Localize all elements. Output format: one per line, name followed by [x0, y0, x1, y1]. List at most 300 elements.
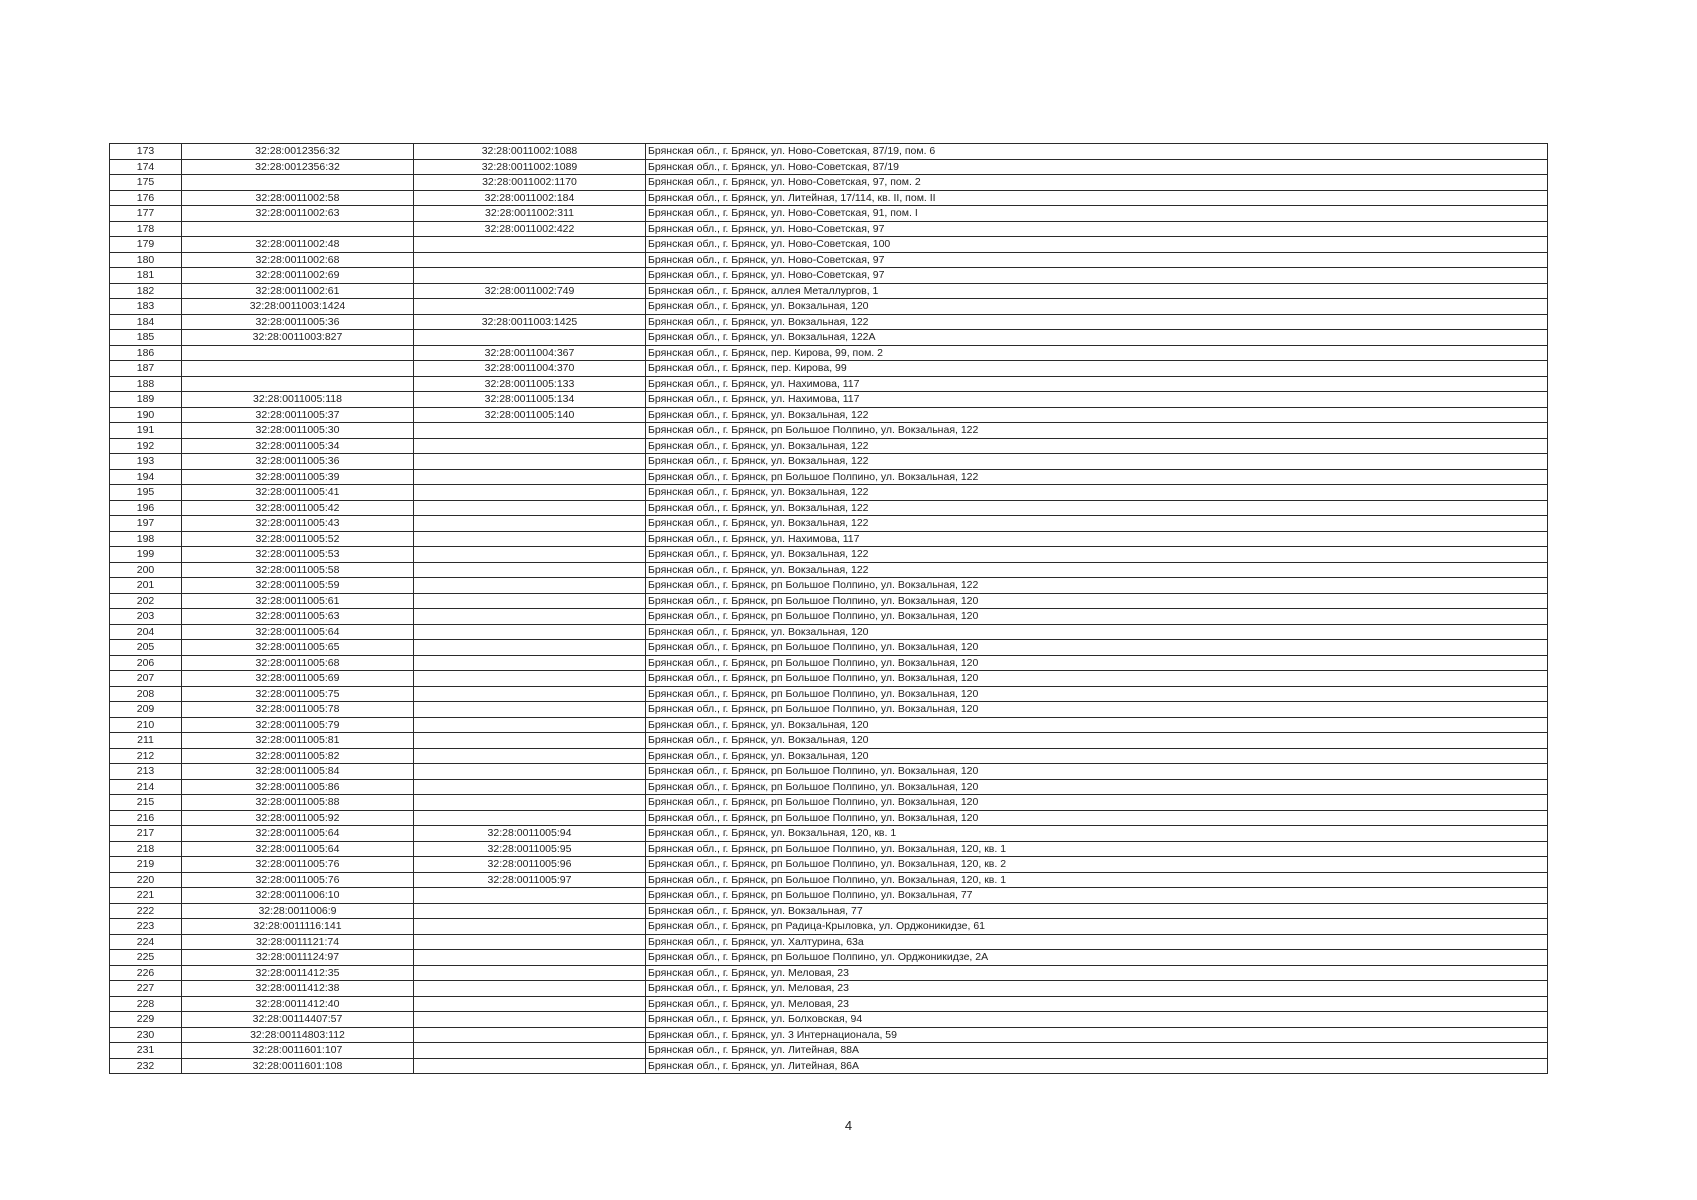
- address-cell: Брянская обл., г. Брянск, ул. Вокзальная, 122: [646, 485, 1548, 501]
- row-number-cell: 180: [110, 252, 182, 268]
- address-cell: Брянская обл., г. Брянск, рп Большое Полпино, ул. Орджоникидзе, 2А: [646, 950, 1548, 966]
- row-number-cell: 219: [110, 857, 182, 873]
- row-number-cell: 190: [110, 407, 182, 423]
- land-cadastral-number-cell: 32:28:0011005:82: [182, 748, 414, 764]
- building-cadastral-number-cell: [414, 888, 646, 904]
- row-number-cell: 225: [110, 950, 182, 966]
- table-row: [110, 981, 1548, 997]
- building-cadastral-number-cell: 32:28:0011002:1170: [414, 175, 646, 191]
- address-cell: Брянская обл., г. Брянск, ул. Нахимова, 117: [646, 392, 1548, 408]
- registry-table: [109, 143, 1548, 1074]
- row-number-cell: 179: [110, 237, 182, 253]
- building-cadastral-number-cell: [414, 299, 646, 315]
- land-cadastral-number-cell: [182, 376, 414, 392]
- table-row: [110, 996, 1548, 1012]
- land-cadastral-number-cell: 32:28:0011005:78: [182, 702, 414, 718]
- land-cadastral-number-cell: [182, 175, 414, 191]
- address-cell: Брянская обл., г. Брянск, ул. Вокзальная, 120: [646, 624, 1548, 640]
- row-number-cell: 231: [110, 1043, 182, 1059]
- building-cadastral-number-cell: 32:28:0011005:94: [414, 826, 646, 842]
- building-cadastral-number-cell: [414, 237, 646, 253]
- table-row: [110, 764, 1548, 780]
- row-number-cell: 183: [110, 299, 182, 315]
- address-cell: Брянская обл., г. Брянск, ул. Литейная, 17/114, кв. II, пом. II: [646, 190, 1548, 206]
- address-cell: Брянская обл., г. Брянск, ул. Ново-Советская, 97: [646, 268, 1548, 284]
- building-cadastral-number-cell: 32:28:0011004:370: [414, 361, 646, 377]
- address-cell: Брянская обл., г. Брянск, ул. Литейная, 88А: [646, 1043, 1548, 1059]
- row-number-cell: 187: [110, 361, 182, 377]
- row-number-cell: 208: [110, 686, 182, 702]
- building-cadastral-number-cell: [414, 547, 646, 563]
- land-cadastral-number-cell: 32:28:0011005:64: [182, 841, 414, 857]
- building-cadastral-number-cell: 32:28:0011002:1089: [414, 159, 646, 175]
- address-cell: Брянская обл., г. Брянск, рп Большое Полпино, ул. Вокзальная, 120, кв. 2: [646, 857, 1548, 873]
- land-cadastral-number-cell: 32:28:0011002:48: [182, 237, 414, 253]
- address-cell: Брянская обл., г. Брянск, ул. Ново-Советская, 87/19, пом. 6: [646, 144, 1548, 160]
- land-cadastral-number-cell: 32:28:0011005:43: [182, 516, 414, 532]
- table-row: [110, 888, 1548, 904]
- table-row: [110, 392, 1548, 408]
- land-cadastral-number-cell: 32:28:0011005:76: [182, 872, 414, 888]
- address-cell: Брянская обл., г. Брянск, ул. Ново-Советская, 87/19: [646, 159, 1548, 175]
- address-cell: Брянская обл., г. Брянск, ул. Вокзальная, 122: [646, 438, 1548, 454]
- address-cell: Брянская обл., г. Брянск, рп Большое Полпино, ул. Вокзальная, 122: [646, 423, 1548, 439]
- land-cadastral-number-cell: 32:28:0011116:141: [182, 919, 414, 935]
- table-row: [110, 640, 1548, 656]
- building-cadastral-number-cell: [414, 485, 646, 501]
- address-cell: Брянская обл., г. Брянск, ул. Вокзальная, 122: [646, 547, 1548, 563]
- address-cell: Брянская обл., г. Брянск, ул. Вокзальная, 120, кв. 1: [646, 826, 1548, 842]
- row-number-cell: 173: [110, 144, 182, 160]
- row-number-cell: 196: [110, 500, 182, 516]
- land-cadastral-number-cell: 32:28:0011005:41: [182, 485, 414, 501]
- building-cadastral-number-cell: [414, 609, 646, 625]
- address-cell: Брянская обл., г. Брянск, ул. Меловая, 23: [646, 965, 1548, 981]
- building-cadastral-number-cell: [414, 1012, 646, 1028]
- address-cell: Брянская обл., г. Брянск, рп Большое Полпино, ул. Вокзальная, 120, кв. 1: [646, 841, 1548, 857]
- land-cadastral-number-cell: 32:28:0011005:69: [182, 671, 414, 687]
- table-row: [110, 717, 1548, 733]
- building-cadastral-number-cell: [414, 733, 646, 749]
- address-cell: Брянская обл., г. Брянск, ул. Болховская, 94: [646, 1012, 1548, 1028]
- land-cadastral-number-cell: 32:28:0011005:63: [182, 609, 414, 625]
- table-row: [110, 624, 1548, 640]
- land-cadastral-number-cell: 32:28:0011412:38: [182, 981, 414, 997]
- table-row: [110, 934, 1548, 950]
- land-cadastral-number-cell: 32:28:0011005:79: [182, 717, 414, 733]
- table-row: [110, 516, 1548, 532]
- address-cell: Брянская обл., г. Брянск, ул. Ново-Советская, 100: [646, 237, 1548, 253]
- address-cell: Брянская обл., г. Брянск, рп Большое Полпино, ул. Вокзальная, 120: [646, 779, 1548, 795]
- table-row: [110, 593, 1548, 609]
- table-row: [110, 376, 1548, 392]
- land-cadastral-number-cell: 32:28:0011006:9: [182, 903, 414, 919]
- address-cell: Брянская обл., г. Брянск, рп Большое Полпино, ул. Вокзальная, 120: [646, 609, 1548, 625]
- building-cadastral-number-cell: [414, 702, 646, 718]
- row-number-cell: 200: [110, 562, 182, 578]
- land-cadastral-number-cell: 32:28:0011005:59: [182, 578, 414, 594]
- building-cadastral-number-cell: [414, 578, 646, 594]
- table-row: [110, 407, 1548, 423]
- building-cadastral-number-cell: [414, 671, 646, 687]
- building-cadastral-number-cell: [414, 779, 646, 795]
- land-cadastral-number-cell: 32:28:0011003:1424: [182, 299, 414, 315]
- row-number-cell: 221: [110, 888, 182, 904]
- table-row: [110, 686, 1548, 702]
- building-cadastral-number-cell: [414, 996, 646, 1012]
- row-number-cell: 177: [110, 206, 182, 222]
- land-cadastral-number-cell: 32:28:0011005:39: [182, 469, 414, 485]
- land-cadastral-number-cell: 32:28:0012356:32: [182, 159, 414, 175]
- land-cadastral-number-cell: 32:28:0011005:65: [182, 640, 414, 656]
- building-cadastral-number-cell: [414, 454, 646, 470]
- building-cadastral-number-cell: [414, 516, 646, 532]
- table-row: [110, 671, 1548, 687]
- table-row: [110, 345, 1548, 361]
- address-cell: Брянская обл., г. Брянск, ул. Вокзальная, 122А: [646, 330, 1548, 346]
- address-cell: Брянская обл., г. Брянск, ул. Халтурина, 63а: [646, 934, 1548, 950]
- table-row: [110, 175, 1548, 191]
- table-row: [110, 299, 1548, 315]
- address-cell: Брянская обл., г. Брянск, ул. Меловая, 23: [646, 981, 1548, 997]
- building-cadastral-number-cell: 32:28:0011005:97: [414, 872, 646, 888]
- land-cadastral-number-cell: 32:28:0011005:34: [182, 438, 414, 454]
- building-cadastral-number-cell: [414, 500, 646, 516]
- address-cell: Брянская обл., г. Брянск, рп Большое Полпино, ул. Вокзальная, 120: [646, 702, 1548, 718]
- table-row: [110, 748, 1548, 764]
- address-cell: Брянская обл., г. Брянск, рп Большое Полпино, ул. Вокзальная, 120: [646, 593, 1548, 609]
- land-cadastral-number-cell: 32:28:0011005:64: [182, 826, 414, 842]
- table-row: [110, 438, 1548, 454]
- land-cadastral-number-cell: 32:28:0011005:81: [182, 733, 414, 749]
- address-cell: Брянская обл., г. Брянск, рп Большое Полпино, ул. Вокзальная, 120: [646, 655, 1548, 671]
- table-row: [110, 950, 1548, 966]
- address-cell: Брянская обл., г. Брянск, ул. Вокзальная, 122: [646, 516, 1548, 532]
- building-cadastral-number-cell: [414, 981, 646, 997]
- land-cadastral-number-cell: 32:28:0011002:58: [182, 190, 414, 206]
- table-row: [110, 237, 1548, 253]
- building-cadastral-number-cell: [414, 934, 646, 950]
- address-cell: Брянская обл., г. Брянск, рп Большое Полпино, ул. Вокзальная, 120, кв. 1: [646, 872, 1548, 888]
- land-cadastral-number-cell: 32:28:0011005:118: [182, 392, 414, 408]
- table-row: [110, 1027, 1548, 1043]
- building-cadastral-number-cell: 32:28:0011005:95: [414, 841, 646, 857]
- table-row: [110, 826, 1548, 842]
- row-number-cell: 205: [110, 640, 182, 656]
- building-cadastral-number-cell: [414, 593, 646, 609]
- table-row: [110, 562, 1548, 578]
- address-cell: Брянская обл., г. Брянск, ул. Ново-Советская, 91, пом. I: [646, 206, 1548, 222]
- table-row: [110, 500, 1548, 516]
- building-cadastral-number-cell: [414, 1027, 646, 1043]
- land-cadastral-number-cell: 32:28:0012356:32: [182, 144, 414, 160]
- page-number: 4: [844, 1118, 853, 1133]
- row-number-cell: 201: [110, 578, 182, 594]
- row-number-cell: 224: [110, 934, 182, 950]
- table-row: [110, 578, 1548, 594]
- table-row: [110, 702, 1548, 718]
- land-cadastral-number-cell: 32:28:0011005:86: [182, 779, 414, 795]
- table-row: [110, 190, 1548, 206]
- land-cadastral-number-cell: 32:28:0011005:92: [182, 810, 414, 826]
- building-cadastral-number-cell: [414, 531, 646, 547]
- table-row: [110, 1012, 1548, 1028]
- building-cadastral-number-cell: [414, 965, 646, 981]
- row-number-cell: 182: [110, 283, 182, 299]
- address-cell: Брянская обл., г. Брянск, ул. Вокзальная, 122: [646, 407, 1548, 423]
- table-row: [110, 872, 1548, 888]
- table-row: [110, 841, 1548, 857]
- building-cadastral-number-cell: [414, 764, 646, 780]
- address-cell: Брянская обл., г. Брянск, рп Большое Полпино, ул. Вокзальная, 122: [646, 469, 1548, 485]
- row-number-cell: 212: [110, 748, 182, 764]
- row-number-cell: 216: [110, 810, 182, 826]
- table-row: [110, 919, 1548, 935]
- land-cadastral-number-cell: [182, 361, 414, 377]
- row-number-cell: 211: [110, 733, 182, 749]
- row-number-cell: 202: [110, 593, 182, 609]
- row-number-cell: 197: [110, 516, 182, 532]
- land-cadastral-number-cell: 32:28:0011002:61: [182, 283, 414, 299]
- address-cell: Брянская обл., г. Брянск, ул. Ново-Советская, 97: [646, 221, 1548, 237]
- row-number-cell: 206: [110, 655, 182, 671]
- row-number-cell: 195: [110, 485, 182, 501]
- building-cadastral-number-cell: 32:28:0011002:422: [414, 221, 646, 237]
- building-cadastral-number-cell: [414, 919, 646, 935]
- building-cadastral-number-cell: [414, 640, 646, 656]
- land-cadastral-number-cell: 32:28:0011002:69: [182, 268, 414, 284]
- table-row: [110, 423, 1548, 439]
- land-cadastral-number-cell: 32:28:0011006:10: [182, 888, 414, 904]
- row-number-cell: 215: [110, 795, 182, 811]
- address-cell: Брянская обл., г. Брянск, аллея Металлургов, 1: [646, 283, 1548, 299]
- building-cadastral-number-cell: 32:28:0011004:367: [414, 345, 646, 361]
- building-cadastral-number-cell: [414, 655, 646, 671]
- row-number-cell: 217: [110, 826, 182, 842]
- table-row: [110, 469, 1548, 485]
- row-number-cell: 189: [110, 392, 182, 408]
- row-number-cell: 218: [110, 841, 182, 857]
- land-cadastral-number-cell: 32:28:0011005:30: [182, 423, 414, 439]
- table-row: [110, 609, 1548, 625]
- row-number-cell: 191: [110, 423, 182, 439]
- building-cadastral-number-cell: [414, 562, 646, 578]
- building-cadastral-number-cell: [414, 423, 646, 439]
- table-row: [110, 314, 1548, 330]
- land-cadastral-number-cell: 32:28:0011005:36: [182, 454, 414, 470]
- land-cadastral-number-cell: 32:28:0011005:36: [182, 314, 414, 330]
- building-cadastral-number-cell: [414, 330, 646, 346]
- table-row: [110, 810, 1548, 826]
- building-cadastral-number-cell: [414, 748, 646, 764]
- table-row: [110, 965, 1548, 981]
- address-cell: Брянская обл., г. Брянск, рп Радица-Крыловка, ул. Орджоникидзе, 61: [646, 919, 1548, 935]
- address-cell: Брянская обл., г. Брянск, ул. Вокзальная, 120: [646, 748, 1548, 764]
- row-number-cell: 186: [110, 345, 182, 361]
- table-row: [110, 779, 1548, 795]
- land-cadastral-number-cell: 32:28:0011005:64: [182, 624, 414, 640]
- land-cadastral-number-cell: 32:28:0011005:88: [182, 795, 414, 811]
- address-cell: Брянская обл., г. Брянск, рп Большое Полпино, ул. Вокзальная, 120: [646, 686, 1548, 702]
- building-cadastral-number-cell: [414, 268, 646, 284]
- row-number-cell: 229: [110, 1012, 182, 1028]
- address-cell: Брянская обл., г. Брянск, ул. 3 Интернационала, 59: [646, 1027, 1548, 1043]
- row-number-cell: 232: [110, 1058, 182, 1074]
- land-cadastral-number-cell: 32:28:0011124:97: [182, 950, 414, 966]
- address-cell: Брянская обл., г. Брянск, ул. Вокзальная, 120: [646, 733, 1548, 749]
- registry-table-body: [110, 144, 1548, 1074]
- row-number-cell: 199: [110, 547, 182, 563]
- row-number-cell: 194: [110, 469, 182, 485]
- land-cadastral-number-cell: 32:28:0011002:68: [182, 252, 414, 268]
- row-number-cell: 223: [110, 919, 182, 935]
- row-number-cell: 174: [110, 159, 182, 175]
- building-cadastral-number-cell: [414, 1058, 646, 1074]
- table-row: [110, 655, 1548, 671]
- land-cadastral-number-cell: 32:28:0011005:61: [182, 593, 414, 609]
- building-cadastral-number-cell: 32:28:0011003:1425: [414, 314, 646, 330]
- row-number-cell: 207: [110, 671, 182, 687]
- row-number-cell: 222: [110, 903, 182, 919]
- address-cell: Брянская обл., г. Брянск, ул. Вокзальная, 120: [646, 299, 1548, 315]
- address-cell: Брянская обл., г. Брянск, ул. Ново-Советская, 97: [646, 252, 1548, 268]
- row-number-cell: 214: [110, 779, 182, 795]
- land-cadastral-number-cell: 32:28:0011005:58: [182, 562, 414, 578]
- table-row: [110, 903, 1548, 919]
- address-cell: Брянская обл., г. Брянск, пер. Кирова, 99, пом. 2: [646, 345, 1548, 361]
- building-cadastral-number-cell: [414, 469, 646, 485]
- address-cell: Брянская обл., г. Брянск, ул. Вокзальная, 122: [646, 562, 1548, 578]
- land-cadastral-number-cell: 32:28:0011005:53: [182, 547, 414, 563]
- address-cell: Брянская обл., г. Брянск, ул. Вокзальная, 122: [646, 500, 1548, 516]
- row-number-cell: 198: [110, 531, 182, 547]
- row-number-cell: 230: [110, 1027, 182, 1043]
- table-row: [110, 361, 1548, 377]
- table-row: [110, 485, 1548, 501]
- table-row: [110, 330, 1548, 346]
- row-number-cell: 213: [110, 764, 182, 780]
- row-number-cell: 210: [110, 717, 182, 733]
- address-cell: Брянская обл., г. Брянск, ул. Вокзальная, 120: [646, 717, 1548, 733]
- building-cadastral-number-cell: 32:28:0011005:140: [414, 407, 646, 423]
- row-number-cell: 185: [110, 330, 182, 346]
- address-cell: Брянская обл., г. Брянск, ул. Нахимова, 117: [646, 531, 1548, 547]
- land-cadastral-number-cell: 32:28:0011121:74: [182, 934, 414, 950]
- row-number-cell: 227: [110, 981, 182, 997]
- table-row: [110, 268, 1548, 284]
- row-number-cell: 209: [110, 702, 182, 718]
- land-cadastral-number-cell: 32:28:0011412:35: [182, 965, 414, 981]
- building-cadastral-number-cell: 32:28:0011002:184: [414, 190, 646, 206]
- table-row: [110, 733, 1548, 749]
- land-cadastral-number-cell: 32:28:0011005:84: [182, 764, 414, 780]
- land-cadastral-number-cell: [182, 221, 414, 237]
- table-row: [110, 144, 1548, 160]
- land-cadastral-number-cell: 32:28:0011005:42: [182, 500, 414, 516]
- land-cadastral-number-cell: 32:28:00114803:112: [182, 1027, 414, 1043]
- row-number-cell: 181: [110, 268, 182, 284]
- building-cadastral-number-cell: [414, 903, 646, 919]
- address-cell: Брянская обл., г. Брянск, ул. Вокзальная, 77: [646, 903, 1548, 919]
- row-number-cell: 178: [110, 221, 182, 237]
- table-row: [110, 159, 1548, 175]
- row-number-cell: 204: [110, 624, 182, 640]
- land-cadastral-number-cell: [182, 345, 414, 361]
- row-number-cell: 226: [110, 965, 182, 981]
- land-cadastral-number-cell: 32:28:00114407:57: [182, 1012, 414, 1028]
- table-row: [110, 531, 1548, 547]
- address-cell: Брянская обл., г. Брянск, рп Большое Полпино, ул. Вокзальная, 120: [646, 671, 1548, 687]
- row-number-cell: 228: [110, 996, 182, 1012]
- row-number-cell: 176: [110, 190, 182, 206]
- building-cadastral-number-cell: [414, 810, 646, 826]
- land-cadastral-number-cell: 32:28:0011005:37: [182, 407, 414, 423]
- land-cadastral-number-cell: 32:28:0011003:827: [182, 330, 414, 346]
- building-cadastral-number-cell: 32:28:0011002:311: [414, 206, 646, 222]
- building-cadastral-number-cell: [414, 624, 646, 640]
- address-cell: Брянская обл., г. Брянск, рп Большое Полпино, ул. Вокзальная, 120: [646, 810, 1548, 826]
- table-row: [110, 795, 1548, 811]
- table-row: [110, 857, 1548, 873]
- land-cadastral-number-cell: 32:28:0011005:76: [182, 857, 414, 873]
- address-cell: Брянская обл., г. Брянск, рп Большое Полпино, ул. Вокзальная, 120: [646, 640, 1548, 656]
- land-cadastral-number-cell: 32:28:0011005:52: [182, 531, 414, 547]
- building-cadastral-number-cell: 32:28:0011002:1088: [414, 144, 646, 160]
- address-cell: Брянская обл., г. Брянск, ул. Литейная, 86А: [646, 1058, 1548, 1074]
- table-row: [110, 221, 1548, 237]
- row-number-cell: 175: [110, 175, 182, 191]
- address-cell: Брянская обл., г. Брянск, рп Большое Полпино, ул. Вокзальная, 120: [646, 795, 1548, 811]
- building-cadastral-number-cell: [414, 950, 646, 966]
- address-cell: Брянская обл., г. Брянск, пер. Кирова, 99: [646, 361, 1548, 377]
- row-number-cell: 203: [110, 609, 182, 625]
- land-cadastral-number-cell: 32:28:0011601:108: [182, 1058, 414, 1074]
- table-row: [110, 252, 1548, 268]
- address-cell: Брянская обл., г. Брянск, ул. Ново-Советская, 97, пом. 2: [646, 175, 1548, 191]
- building-cadastral-number-cell: [414, 252, 646, 268]
- table-row: [110, 547, 1548, 563]
- building-cadastral-number-cell: 32:28:0011005:96: [414, 857, 646, 873]
- row-number-cell: 220: [110, 872, 182, 888]
- land-cadastral-number-cell: 32:28:0011412:40: [182, 996, 414, 1012]
- building-cadastral-number-cell: [414, 717, 646, 733]
- address-cell: Брянская обл., г. Брянск, рп Большое Полпино, ул. Вокзальная, 122: [646, 578, 1548, 594]
- address-cell: Брянская обл., г. Брянск, ул. Вокзальная, 122: [646, 454, 1548, 470]
- address-cell: Брянская обл., г. Брянск, рп Большое Полпино, ул. Вокзальная, 120: [646, 764, 1548, 780]
- building-cadastral-number-cell: [414, 795, 646, 811]
- building-cadastral-number-cell: [414, 686, 646, 702]
- land-cadastral-number-cell: 32:28:0011601:107: [182, 1043, 414, 1059]
- address-cell: Брянская обл., г. Брянск, рп Большое Полпино, ул. Вокзальная, 77: [646, 888, 1548, 904]
- row-number-cell: 188: [110, 376, 182, 392]
- building-cadastral-number-cell: 32:28:0011005:134: [414, 392, 646, 408]
- address-cell: Брянская обл., г. Брянск, ул. Меловая, 23: [646, 996, 1548, 1012]
- building-cadastral-number-cell: [414, 1043, 646, 1059]
- land-cadastral-number-cell: 32:28:0011002:63: [182, 206, 414, 222]
- row-number-cell: 192: [110, 438, 182, 454]
- row-number-cell: 184: [110, 314, 182, 330]
- table-row: [110, 206, 1548, 222]
- address-cell: Брянская обл., г. Брянск, ул. Нахимова, 117: [646, 376, 1548, 392]
- table-row: [110, 1043, 1548, 1059]
- building-cadastral-number-cell: 32:28:0011002:749: [414, 283, 646, 299]
- building-cadastral-number-cell: 32:28:0011005:133: [414, 376, 646, 392]
- land-cadastral-number-cell: 32:28:0011005:75: [182, 686, 414, 702]
- land-cadastral-number-cell: 32:28:0011005:68: [182, 655, 414, 671]
- building-cadastral-number-cell: [414, 438, 646, 454]
- address-cell: Брянская обл., г. Брянск, ул. Вокзальная, 122: [646, 314, 1548, 330]
- row-number-cell: 193: [110, 454, 182, 470]
